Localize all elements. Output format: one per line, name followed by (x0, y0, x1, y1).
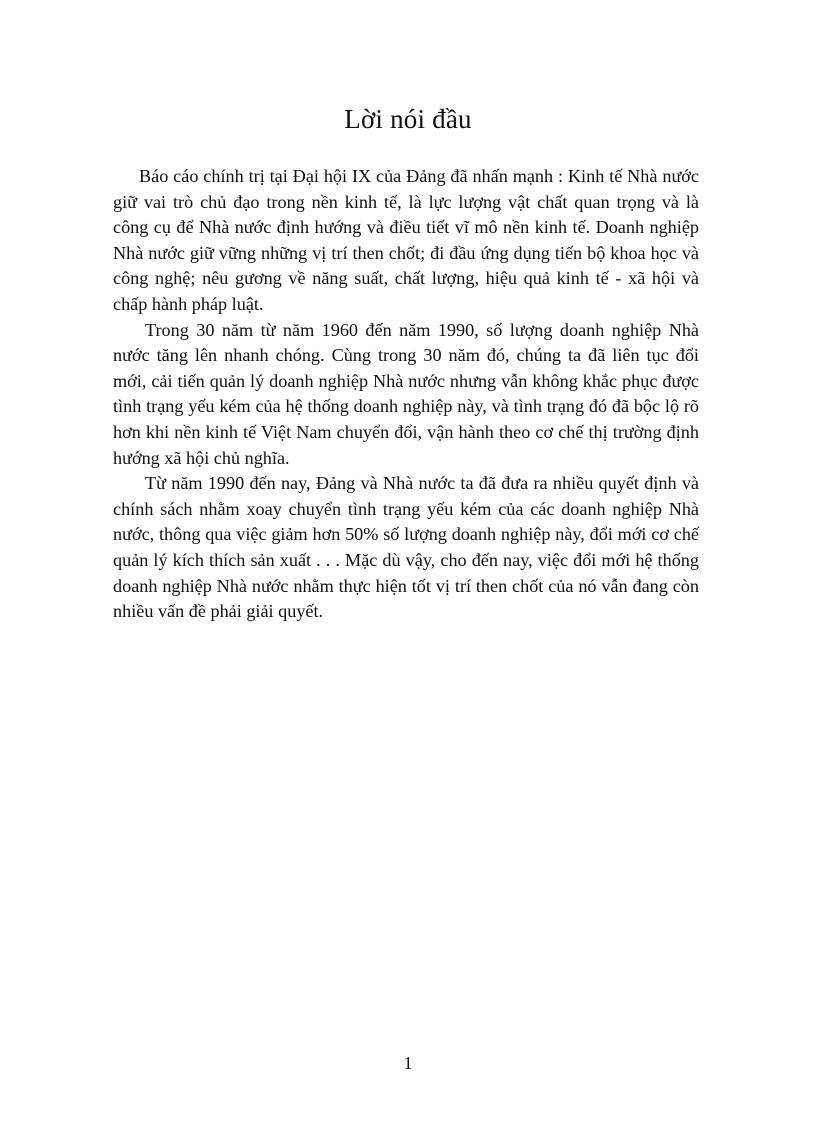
paragraph-1: Báo cáo chính trị tại Đại hội IX của Đảng đã nhấn mạnh : Kinh tế Nhà nước giữ vai trò chủ đạo trong nền kinh tế, là lực lượng vật chất quan trọng và là công cụ để Nhà nước định hướng và điều tiết vĩ mô nền kinh tế. Doanh nghiệp Nhà nước giữ vững những vị trí then chốt; đi đầu ứng dụng tiến bộ khoa học và công nghệ; nêu gương về năng suất, chất lượng, hiệu quả kinh tế - xã hội và chấp hành pháp luật. (113, 166, 699, 314)
page-title: Lời nói đầu (344, 104, 472, 134)
paragraph-3: Từ năm 1990 đến nay, Đảng và Nhà nước ta đã đưa ra nhiều quyết định và chính sách nhằm xoay chuyển tình trạng yếu kém của các doanh nghiệp Nhà nước, thông qua việc giảm hơn 50% số lượng doanh nghiệp này, đổi mới cơ chế quản lý kích thích sản xuất . . . Mặc dù vậy, cho đến nay, việc đổi mới hệ thống doanh nghiệp Nhà nước nhằm thực hiện tốt vị trí then chốt của nó vẫn đang còn nhiều vấn đề phải giải quyết. (113, 473, 699, 622)
body-text (113, 164, 699, 625)
page-number: 1 (403, 1053, 413, 1073)
paragraph-2: Trong 30 năm từ năm 1960 đến năm 1990, số lượng doanh nghiệp Nhà nước tăng lên nhanh chóng. Cùng trong 30 năm đó, chúng ta đã liên tục đổi mới, cải tiến quản lý doanh nghiệp Nhà nước nhưng vẫn không khắc phục được tình trạng yếu kém của hệ thống doanh nghiệp này, và tình trạng đó đã bộc lộ rõ hơn khi nền kinh tế Việt Nam chuyển đổi, vận hành theo cơ chế thị trường định hướng xã hội chủ nghĩa. (113, 319, 699, 468)
